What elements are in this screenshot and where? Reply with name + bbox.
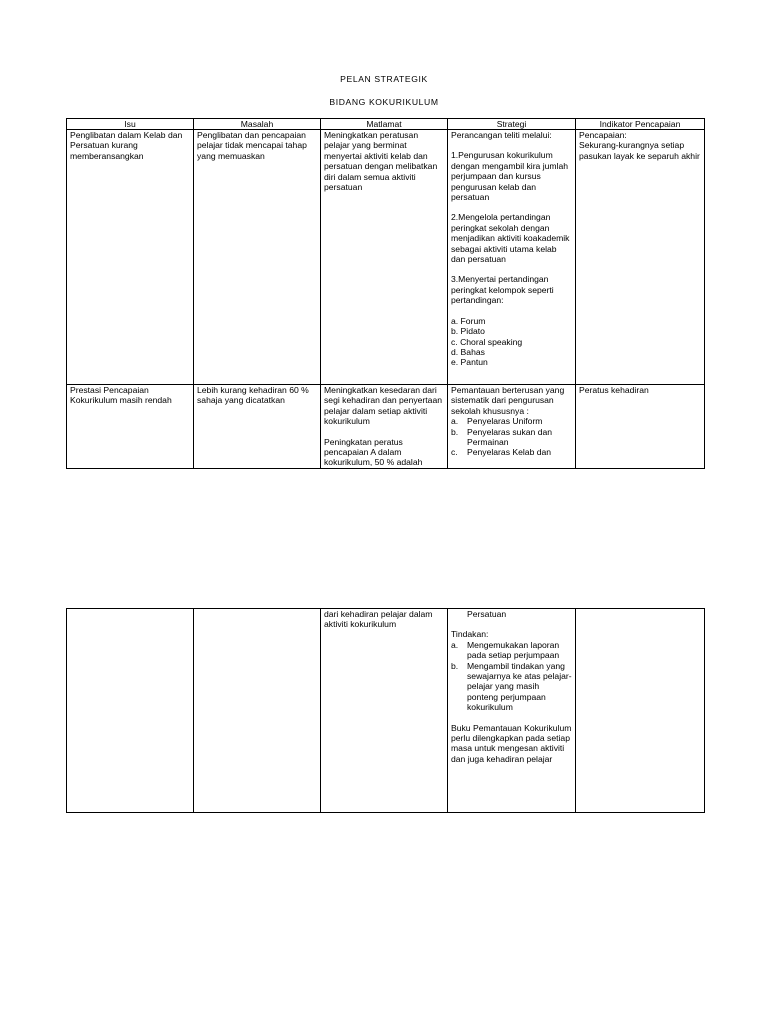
list-text: Mengemukakan laporan pada setiap perjumpaan (467, 639, 560, 661)
list-marker: b. (451, 426, 459, 437)
strategi-footer: Buku Pemantauan Kokurikulum perlu dilengkapkan pada setiap masa untuk mengesan aktiviti dan juga kehadiran pelajar (451, 722, 572, 764)
list-marker: a. (451, 416, 459, 427)
list-text: Mengambil tindakan yang sewajarnya ke atas pelajar-pelajar yang masih ponteng perjumpaan kokurikulum (467, 660, 572, 713)
table-header-row (67, 119, 705, 130)
cell-masalah (194, 609, 321, 813)
matlamat-paragraph-1: Meningkatkan kesedaran dari segi kehadiran dan penyertaan pelajar dalam setiap aktiviti kokurikulum (324, 385, 443, 427)
document-subtitle: BIDANG KOKURIKULUM (329, 97, 439, 107)
list-item: e. Pantun (451, 357, 488, 368)
list-text: Penyelaras Uniform (467, 416, 543, 427)
table-row (67, 385, 705, 469)
cell-isu (67, 609, 194, 813)
cell-strategi (448, 609, 576, 813)
header-strategi: Strategi (448, 119, 576, 130)
cell-indikator (576, 130, 705, 385)
cell-matlamat: dari kehadiran pelajar dalam aktiviti kokurikulum (321, 609, 448, 813)
list-item: d. Bahas (451, 346, 485, 357)
cell-isu: Penglibatan dalam Kelab dan Persatuan kurang memberansangkan (67, 130, 194, 385)
cell-strategi (448, 385, 576, 469)
table-row (67, 130, 705, 385)
cell-masalah: Penglibatan dan pencapaian pelajar tidak mencapai tahap yang memuaskan (194, 130, 321, 385)
list-item: c. Choral speaking (451, 336, 523, 347)
strategi-point-1: 1.Pengurusan kokurikulum dengan mengambil kira jumlah perjumpaan dan kursus pengurusan kelab dan persatuan (451, 150, 569, 203)
coordinator-list (451, 416, 572, 458)
list-item (451, 416, 572, 426)
matlamat-paragraph-2: Peningkatan peratus pencapaian A dalam kokurikulum, 50 % adalah (324, 436, 423, 468)
indikator-label: Pencapaian: (579, 130, 627, 140)
cell-strategi (448, 130, 576, 385)
strategy-table-page1 (66, 118, 705, 469)
document-title: PELAN STRATEGIK (340, 74, 428, 84)
table-row (67, 609, 705, 813)
list-marker: b. (451, 660, 459, 671)
cell-matlamat (321, 385, 448, 469)
list-item: b. Pidato (451, 326, 485, 337)
strategi-continuation: Persatuan (467, 609, 507, 619)
header-masalah: Masalah (194, 119, 321, 130)
strategi-intro: Perancangan teliti melalui: (451, 130, 552, 140)
header-isu: Isu (67, 119, 194, 130)
action-list (451, 640, 572, 713)
list-item (451, 447, 572, 457)
strategy-table-page2 (66, 608, 705, 813)
competition-list (451, 316, 572, 368)
indikator-text: Sekurang-kurangnya setiap pasukan layak ke separuh akhir (579, 140, 700, 161)
strategi-point-2: 2.Mengelola pertandingan peringkat sekolah dengan menjadikan aktiviti koakademik sebagai aktiviti utama kelab dan persatuan (451, 212, 570, 265)
strategi-intro: Pemantauan berterusan yang sistematik dari pengurusan sekolah khususnya : (451, 385, 565, 416)
header-matlamat: Matlamat (321, 119, 448, 130)
cell-masalah: Lebih kurang kehadiran 60 % sahaja yang dicatatkan (194, 385, 321, 469)
list-text: Penyelaras Kelab dan (467, 447, 552, 458)
cell-isu: Prestasi Pencapaian Kokurikulum masih rendah (67, 385, 194, 469)
list-item (451, 661, 572, 713)
strategi-point-3: 3.Menyertai pertandingan peringkat kelompok seperti pertandingan: (451, 274, 554, 306)
list-item (451, 427, 572, 448)
cell-indikator: Peratus kehadiran (576, 385, 705, 469)
list-marker: c. (451, 447, 458, 458)
list-item: a. Forum (451, 315, 486, 326)
list-marker: a. (451, 639, 459, 650)
cell-indikator (576, 609, 705, 813)
list-text: Penyelaras sukan dan Permainan (467, 426, 553, 448)
list-item (451, 640, 572, 661)
cell-matlamat: Meningkatkan peratusan pelajar yang berminat menyertai aktiviti kelab dan persatuan dengan melibatkan diri dalam semua aktiviti persatuan (321, 130, 448, 385)
header-indikator: Indikator Pencapaian (576, 119, 705, 130)
tindakan-label: Tindakan: (451, 629, 489, 640)
